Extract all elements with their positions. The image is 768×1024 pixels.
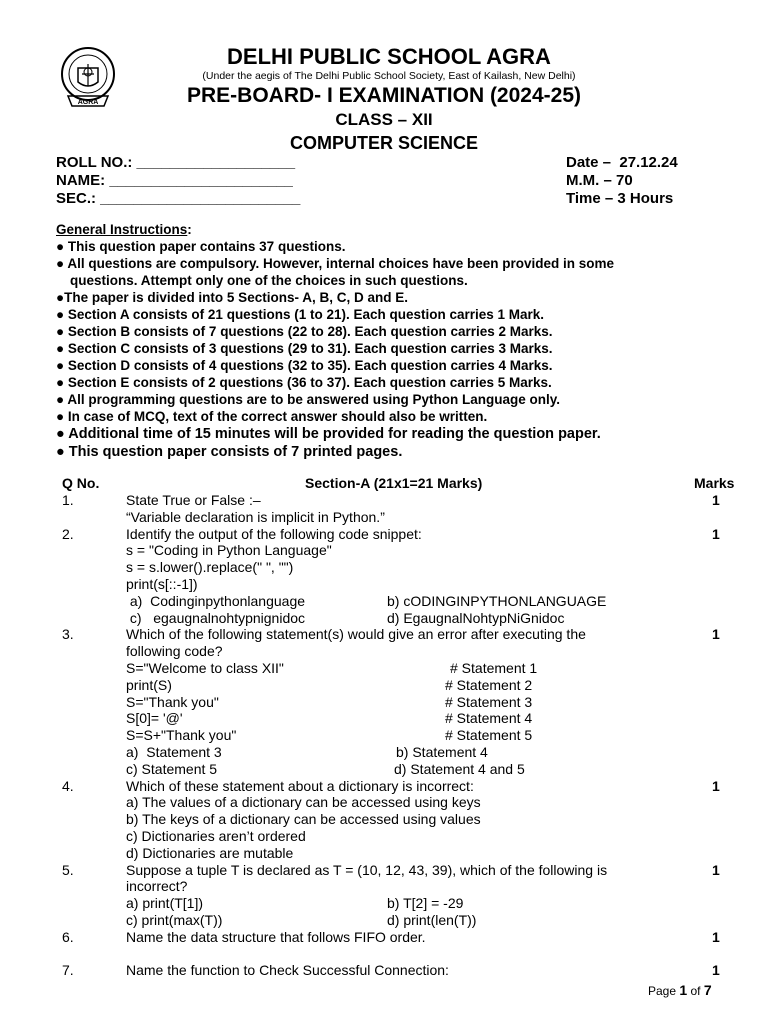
instruction-item: ● Section A consists of 21 questions (1 to 21). Each question carries 1 Mark. bbox=[56, 307, 545, 322]
code-comment: # Statement 3 bbox=[445, 693, 533, 710]
code-line: s = s.lower().replace(" ", "") bbox=[126, 559, 294, 576]
option-a: a) print(T[1]) bbox=[126, 895, 204, 912]
instruction-item: ● Section B consists of 7 questions (22 to 28). Each question carries 2 Marks. bbox=[56, 324, 553, 339]
question-marks: 1 bbox=[712, 525, 720, 542]
question-marks: 1 bbox=[712, 626, 720, 643]
question-text: Name the function to Check Successful Connection: bbox=[126, 961, 449, 978]
question-text: Which of the following statement(s) would give an error after executing the bbox=[126, 626, 586, 643]
option-b: b) T[2] = -29 bbox=[387, 895, 464, 912]
page-word: Page bbox=[648, 984, 680, 998]
page-total: 7 bbox=[703, 982, 712, 998]
option-c: c) Statement 5 bbox=[126, 760, 218, 777]
question-4 bbox=[56, 778, 746, 862]
exam-details bbox=[566, 154, 678, 208]
instruction-item: ● All programming questions are to be answered using Python Language only. bbox=[56, 392, 560, 407]
code-line: s = "Coding in Python Language" bbox=[126, 542, 332, 559]
instruction-item: questions. Attempt only one of the choices in such questions. bbox=[70, 273, 468, 288]
question-3 bbox=[56, 626, 746, 777]
question-marks: 1 bbox=[712, 961, 720, 978]
question-number: 7. bbox=[62, 961, 74, 978]
code-line bbox=[126, 694, 646, 711]
class-line: CLASS – XII bbox=[335, 110, 433, 129]
instruction-item: ● In case of MCQ, text of the correct answer should also be written. bbox=[56, 409, 488, 424]
question-number: 5. bbox=[62, 861, 74, 878]
marks-header: Marks bbox=[694, 475, 735, 491]
option-row bbox=[126, 610, 646, 627]
instruction-item: ● Section C consists of 3 questions (29 to 31). Each question carries 3 Marks. bbox=[56, 341, 553, 356]
option-c: c) Dictionaries aren’t ordered bbox=[126, 827, 306, 844]
school-aegis: (Under the aegis of The Delhi Public School Society, East of Kailash, New Delhi) bbox=[202, 70, 576, 82]
option-row bbox=[126, 912, 646, 929]
question-text: Suppose a tuple T is declared as T = (10, 12, 43, 39), which of the following is bbox=[126, 861, 608, 878]
option-d: d) print(len(T)) bbox=[387, 911, 477, 928]
option-c: c) print(max(T)) bbox=[126, 911, 223, 928]
section-header: Section-A (21x1=21 Marks) bbox=[305, 475, 483, 491]
instruction-item: ● Additional time of 15 minutes will be provided for reading the question paper. bbox=[56, 426, 601, 442]
of-word: of bbox=[687, 984, 704, 998]
question-text: Identify the output of the following code snippet: bbox=[126, 525, 422, 542]
instruction-item: ● Section E consists of 2 questions (36 to 37). Each question carries 5 Marks. bbox=[56, 375, 552, 390]
option-c: c) egaugnalnohtypnignidoc bbox=[126, 609, 306, 626]
roll-no-field[interactable]: ROLL NO.: ___________________ bbox=[56, 154, 296, 171]
option-a: a) The values of a dictionary can be accessed using keys bbox=[126, 794, 481, 811]
option-a: a) Statement 3 bbox=[126, 743, 222, 760]
question-7 bbox=[56, 962, 746, 979]
option-b: b) cODINGINPYTHONLANGUAGE bbox=[387, 592, 607, 609]
question-marks: 1 bbox=[712, 492, 720, 508]
page-footer bbox=[648, 982, 712, 998]
option-d: d) Statement 4 and 5 bbox=[394, 760, 525, 777]
school-name: DELHI PUBLIC SCHOOL AGRA bbox=[227, 44, 551, 69]
question-1 bbox=[56, 492, 746, 526]
question-text: Name the data structure that follows FIFO order. bbox=[126, 928, 426, 945]
question-marks: 1 bbox=[712, 928, 720, 945]
table-header bbox=[56, 475, 746, 492]
subject-line: COMPUTER SCIENCE bbox=[289, 133, 478, 153]
question-6 bbox=[56, 929, 746, 946]
instruction-item: ● All questions are compulsory. However, internal choices have been provided in some bbox=[56, 256, 615, 271]
option-row bbox=[126, 593, 646, 610]
code-line bbox=[126, 677, 646, 694]
question-number: 3. bbox=[62, 626, 74, 643]
option-d: d) Dictionaries are mutable bbox=[126, 844, 294, 861]
question-text: incorrect? bbox=[126, 878, 188, 895]
code-line bbox=[126, 727, 646, 744]
question-marks: 1 bbox=[712, 861, 720, 878]
code-statement: S=S+"Thank you" bbox=[126, 727, 237, 744]
question-number: 6. bbox=[62, 928, 74, 945]
question-marks: 1 bbox=[712, 777, 720, 794]
question-5 bbox=[56, 862, 746, 929]
code-line bbox=[126, 710, 646, 727]
option-b: b) Statement 4 bbox=[396, 743, 488, 760]
option-a: a) Codinginpythonlanguage bbox=[126, 592, 306, 609]
question-number: 1. bbox=[62, 492, 74, 508]
logo-text: AGRA bbox=[77, 99, 99, 106]
code-comment: # Statement 1 bbox=[450, 659, 538, 676]
name-field[interactable]: NAME: ______________________ bbox=[56, 172, 293, 189]
instruction-item: ●The paper is divided into 5 Sections- A, B, C, D and E. bbox=[56, 290, 408, 305]
question-table bbox=[56, 475, 746, 978]
code-statement: S="Thank you" bbox=[126, 693, 219, 710]
option-b: b) The keys of a dictionary can be accessed using values bbox=[126, 811, 481, 828]
option-row bbox=[126, 895, 646, 912]
max-marks: M.M. – 70 bbox=[566, 172, 633, 189]
code-statement: S="Welcome to class XII" bbox=[126, 659, 284, 676]
code-comment: # Statement 4 bbox=[445, 710, 533, 727]
instructions-heading-row bbox=[56, 221, 736, 238]
question-text: “Variable declaration is implicit in Python.” bbox=[126, 508, 385, 525]
code-statement: print(S) bbox=[126, 676, 172, 693]
row-gap bbox=[56, 946, 746, 962]
exam-date: Date – 27.12.24 bbox=[566, 154, 678, 171]
question-number: 4. bbox=[62, 777, 74, 794]
question-text: following code? bbox=[126, 643, 223, 660]
instructions-heading: General Instructions bbox=[56, 222, 188, 237]
code-comment: # Statement 2 bbox=[445, 676, 533, 693]
question-text: State True or False :– bbox=[126, 492, 261, 508]
general-instructions bbox=[56, 221, 736, 461]
code-statement: S[0]= '@' bbox=[126, 710, 183, 727]
qno-header: Q No. bbox=[62, 475, 100, 491]
question-number: 2. bbox=[62, 525, 74, 542]
code-comment: # Statement 5 bbox=[445, 727, 533, 744]
question-2 bbox=[56, 526, 746, 627]
page-number: 1 bbox=[679, 982, 688, 998]
exam-time: Time – 3 Hours bbox=[566, 190, 674, 207]
section-field[interactable]: SEC.: ________________________ bbox=[56, 190, 301, 207]
code-line: print(s[::-1]) bbox=[126, 575, 198, 592]
option-row bbox=[126, 761, 646, 778]
question-text: Which of these statement about a dictionary is incorrect: bbox=[126, 777, 474, 794]
option-row bbox=[126, 744, 646, 761]
instructions-colon: : bbox=[187, 222, 192, 237]
instruction-item: ● Section D consists of 4 questions (32 to 35). Each question carries 4 Marks. bbox=[56, 358, 553, 373]
instruction-item: ● This question paper consists of 7 printed pages. bbox=[56, 444, 403, 460]
code-line bbox=[126, 660, 646, 677]
student-fields bbox=[56, 154, 300, 208]
exam-title: PRE-BOARD- I EXAMINATION (2024-25) bbox=[187, 84, 581, 107]
instruction-item: ● This question paper contains 37 questions. bbox=[56, 239, 346, 254]
option-d: d) EgaugnalNohtypNiGnidoc bbox=[387, 609, 565, 626]
